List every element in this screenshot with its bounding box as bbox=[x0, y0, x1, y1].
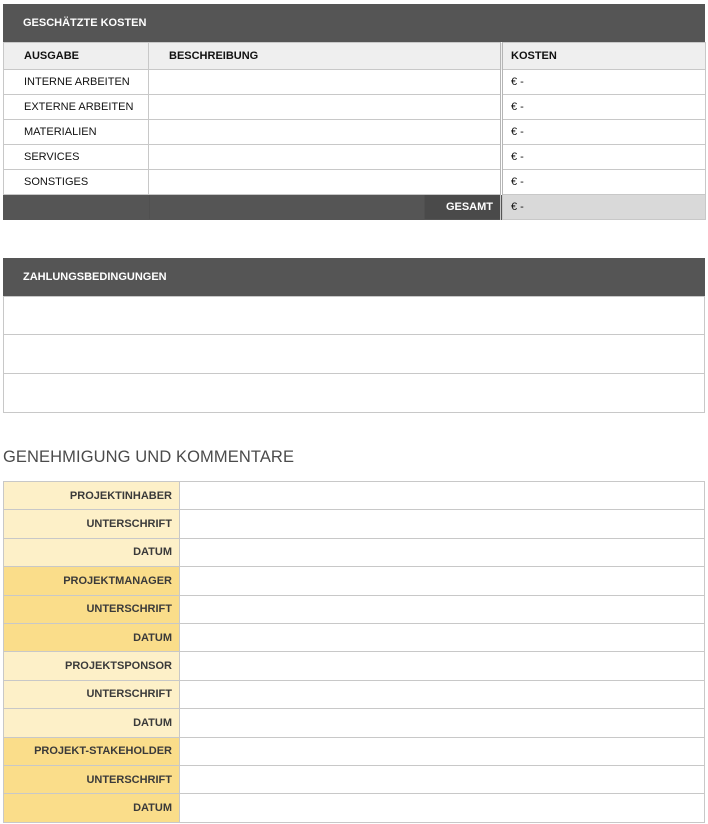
approval-label: DATUM bbox=[4, 623, 180, 651]
approval-field[interactable] bbox=[180, 567, 705, 595]
table-row bbox=[4, 145, 706, 170]
costs-header-row bbox=[4, 43, 706, 70]
payment-rows bbox=[3, 296, 705, 413]
payment-line[interactable] bbox=[3, 335, 705, 374]
expense-label: SERVICES bbox=[4, 145, 149, 170]
approval-field[interactable] bbox=[180, 709, 705, 737]
approval-label: PROJEKTSPONSOR bbox=[4, 652, 180, 680]
approval-field[interactable] bbox=[180, 652, 705, 680]
approval-label: UNTERSCHRIFT bbox=[4, 765, 180, 793]
expense-label: INTERNE ARBEITEN bbox=[4, 70, 149, 95]
approval-field[interactable] bbox=[180, 623, 705, 651]
expense-label: MATERIALIEN bbox=[4, 120, 149, 145]
column-header-kosten: KOSTEN bbox=[502, 43, 706, 70]
approval-label: DATUM bbox=[4, 538, 180, 566]
description-cell[interactable] bbox=[149, 145, 502, 170]
approval-label: UNTERSCHRIFT bbox=[4, 510, 180, 538]
column-header-beschreibung: BESCHREIBUNG bbox=[149, 43, 502, 70]
payment-title: ZAHLUNGSBEDINGUNGEN bbox=[23, 271, 167, 283]
payment-section-header bbox=[3, 258, 705, 296]
table-row bbox=[4, 538, 705, 566]
approval-title: GENEHMIGUNG UND KOMMENTARE bbox=[3, 448, 295, 466]
approval-field[interactable] bbox=[180, 595, 705, 623]
table-row bbox=[4, 120, 706, 145]
approval-label: UNTERSCHRIFT bbox=[4, 680, 180, 708]
payment-line[interactable] bbox=[3, 296, 705, 335]
approval-field[interactable] bbox=[180, 765, 705, 793]
approval-label: UNTERSCHRIFT bbox=[4, 595, 180, 623]
cost-cell[interactable]: € - bbox=[502, 70, 706, 95]
table-row bbox=[4, 623, 705, 651]
total-label: GESAMT bbox=[149, 195, 502, 220]
approval-field[interactable] bbox=[180, 538, 705, 566]
table-row bbox=[4, 709, 705, 737]
table-row bbox=[4, 680, 705, 708]
table-row bbox=[4, 70, 706, 95]
table-row bbox=[4, 95, 706, 120]
total-value: € - bbox=[502, 195, 706, 220]
cost-cell[interactable]: € - bbox=[502, 170, 706, 195]
table-row bbox=[4, 595, 705, 623]
table-row bbox=[4, 170, 706, 195]
expense-label: SONSTIGES bbox=[4, 170, 149, 195]
table-row bbox=[4, 482, 705, 510]
approval-label: DATUM bbox=[4, 709, 180, 737]
costs-section-header bbox=[3, 4, 705, 42]
approval-table bbox=[3, 481, 705, 823]
approval-field[interactable] bbox=[180, 510, 705, 538]
table-row bbox=[4, 765, 705, 793]
approval-label: PROJEKTINHABER bbox=[4, 482, 180, 510]
description-cell[interactable] bbox=[149, 170, 502, 195]
description-cell[interactable] bbox=[149, 120, 502, 145]
approval-label: PROJEKT-STAKEHOLDER bbox=[4, 737, 180, 765]
table-row bbox=[4, 510, 705, 538]
table-row bbox=[4, 567, 705, 595]
table-row bbox=[4, 652, 705, 680]
cost-cell[interactable]: € - bbox=[502, 120, 706, 145]
total-row bbox=[4, 195, 706, 220]
approval-field[interactable] bbox=[180, 680, 705, 708]
costs-table bbox=[3, 42, 706, 220]
table-row bbox=[4, 794, 705, 822]
approval-label: PROJEKTMANAGER bbox=[4, 567, 180, 595]
approval-label: DATUM bbox=[4, 794, 180, 822]
approval-field[interactable] bbox=[180, 794, 705, 822]
cost-cell[interactable]: € - bbox=[502, 145, 706, 170]
approval-field[interactable] bbox=[180, 737, 705, 765]
expense-label: EXTERNE ARBEITEN bbox=[4, 95, 149, 120]
table-row bbox=[4, 737, 705, 765]
total-spacer bbox=[4, 195, 149, 220]
description-cell[interactable] bbox=[149, 95, 502, 120]
cost-cell[interactable]: € - bbox=[502, 95, 706, 120]
description-cell[interactable] bbox=[149, 70, 502, 95]
costs-title: GESCHÄTZTE KOSTEN bbox=[23, 17, 147, 29]
payment-line[interactable] bbox=[3, 374, 705, 413]
column-header-ausgabe: AUSGABE bbox=[4, 43, 149, 70]
approval-field[interactable] bbox=[180, 482, 705, 510]
